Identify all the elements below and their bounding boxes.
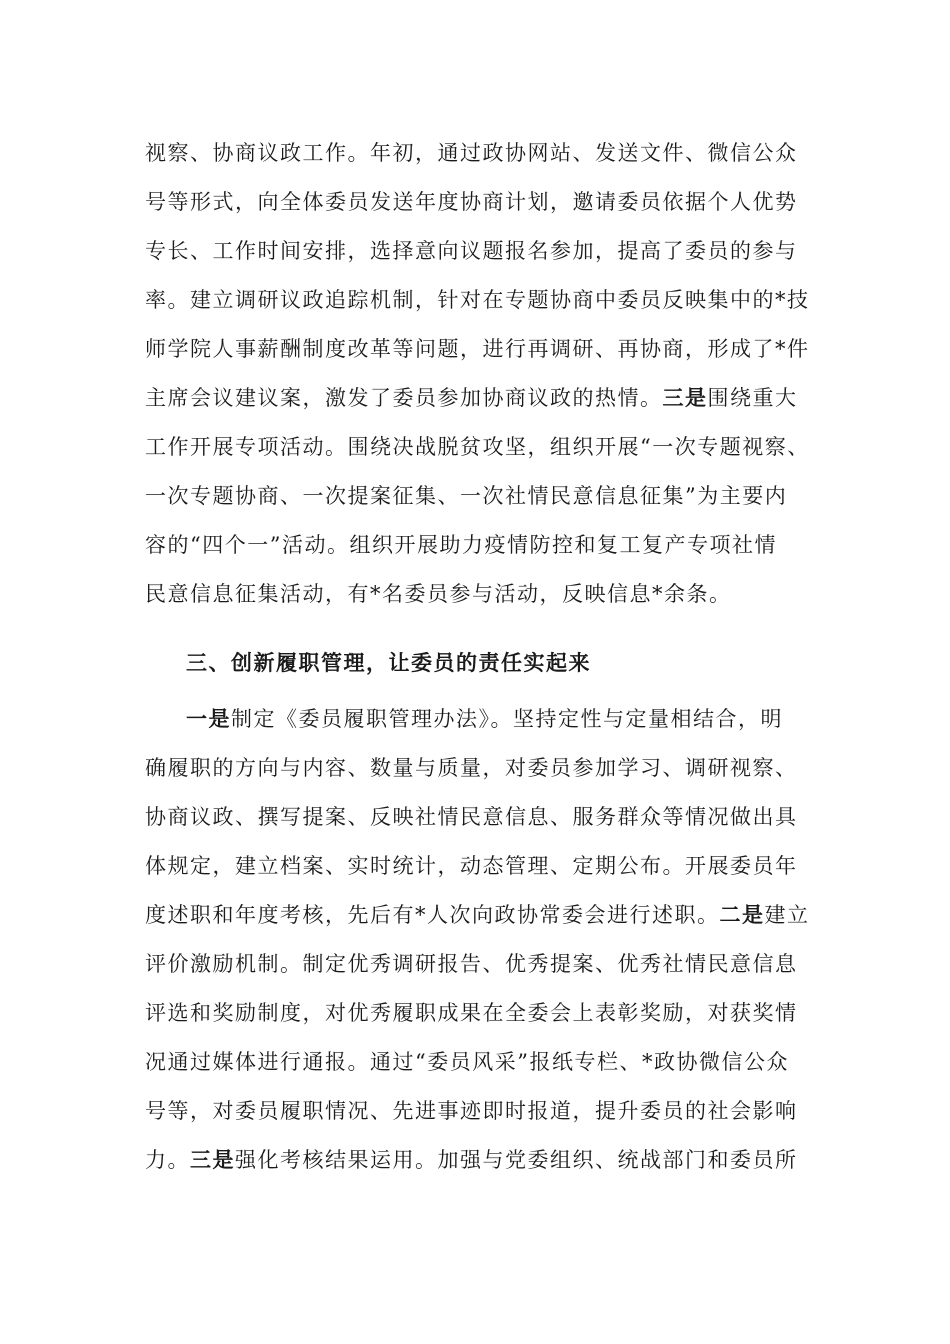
bold-marker: 二是: [719, 903, 765, 927]
text-line: 专长、工作时间安排，选择意向议题报名参加，提高了委员的参与: [145, 239, 798, 263]
bold-marker: 三是: [190, 1148, 235, 1172]
text-line: [145, 1147, 798, 1173]
bold-marker: 三是: [662, 386, 708, 410]
bold-marker: 一是: [186, 707, 231, 731]
text-line: 师学院人事薪酬制度改革等问题，进行再调研、再协商，形成了*件: [145, 337, 810, 361]
text-line: 视察、协商议政工作。年初，通过政协网站、发送文件、微信公众: [145, 141, 798, 165]
text-run: 主席会议建议案，激发了委员参加协商议政的热情。: [145, 386, 663, 410]
text-line: 容的“四个一”活动。组织开展助力疫情防控和复工复产专项社情: [145, 533, 777, 557]
text-line: 评价激励机制。制定优秀调研报告、优秀提案、优秀社情民意信息: [145, 952, 798, 976]
text-line: [186, 706, 783, 732]
text-line: 确履职的方向与内容、数量与质量，对委员参加学习、调研视察、: [145, 756, 798, 780]
text-line: 率。建立调研议政追踪机制，针对在专题协商中委员反映集中的*技: [145, 288, 810, 312]
text-run: 强化考核结果运用。加强与党委组织、统战部门和委员所: [235, 1148, 798, 1172]
text-run: 制定《委员履职管理办法》。坚持定性与定量相结合，明: [231, 707, 783, 731]
text-run: 力。: [145, 1148, 190, 1172]
text-line: [145, 385, 798, 411]
text-line: 评选和奖励制度，对优秀履职成果在全委会上表彰奖励，对获奖情: [145, 1001, 798, 1025]
text-run: 度述职和年度考核，先后有*人次向政协常委会进行述职。: [145, 903, 720, 927]
text-line: 一次专题协商、一次提案征集、一次社情民意信息征集”为主要内: [145, 484, 788, 508]
text-line: 工作开展专项活动。围绕决战脱贫攻坚，组织开展“一次专题视察、: [145, 435, 810, 459]
text-line: [145, 902, 810, 928]
text-run: 建立: [764, 903, 810, 927]
text-line: 号等，对委员履职情况、先进事迹即时报道，提升委员的社会影响: [145, 1099, 798, 1123]
text-line: 况通过媒体进行通报。通过“委员风采”报纸专栏、*政协微信公众: [145, 1050, 789, 1074]
text-line: 民意信息征集活动，有*名委员参与活动，反映信息*余条。: [145, 582, 732, 606]
text-line: 协商议政、撰写提案、反映社情民意信息、服务群众等情况做出具: [145, 805, 798, 829]
text-run: 围绕重大: [707, 386, 798, 410]
text-line: 号等形式，向全体委员发送年度协商计划，邀请委员依据个人优势: [145, 190, 798, 214]
section-heading: 三、创新履职管理，让委员的责任实起来: [186, 651, 591, 675]
text-line: 体规定，建立档案、实时统计，动态管理、定期公布。开展委员年: [145, 854, 798, 878]
